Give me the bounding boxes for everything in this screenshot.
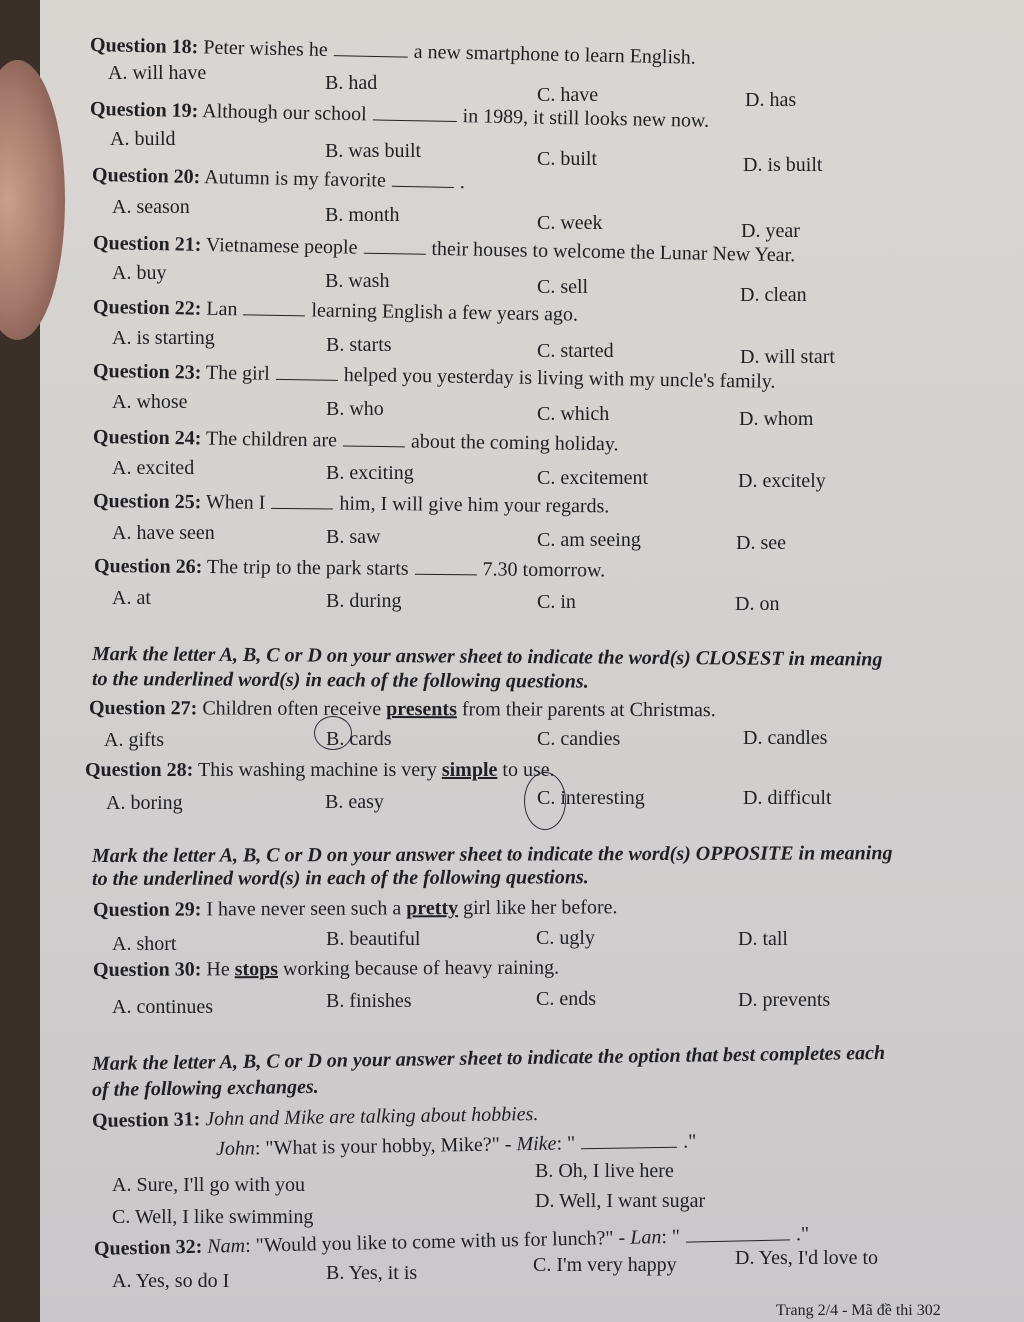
- q23-option-a[interactable]: A. whose: [112, 391, 188, 413]
- q32-option-a[interactable]: A. Yes, so do I: [112, 1270, 230, 1292]
- q31-option-d[interactable]: D. Well, I want sugar: [535, 1190, 706, 1212]
- q32-option-d[interactable]: D. Yes, I'd love to: [735, 1247, 879, 1269]
- instruction-exchanges-line2: of the following exchanges.: [91, 1075, 319, 1101]
- question-21: Question 21: Vietnamese people their houses to welcome the Lunar New Year.: [92, 232, 796, 267]
- q22-option-b[interactable]: B. starts: [326, 334, 392, 356]
- q30-underlined-word: stops: [234, 958, 279, 981]
- q26-option-a[interactable]: A. at: [112, 587, 151, 609]
- q18-option-a[interactable]: A. will have: [108, 62, 207, 84]
- q30-option-a[interactable]: A. continues: [112, 996, 214, 1018]
- q31-option-b[interactable]: B. Oh, I live here: [535, 1160, 674, 1182]
- q21-option-a[interactable]: A. buy: [112, 262, 167, 284]
- q23-option-b[interactable]: B. who: [326, 398, 384, 420]
- question-26: Question 26: The trip to the park starts 7.30 tomorrow.: [93, 555, 606, 582]
- question-20: Question 20: Autumn is my favorite .: [91, 164, 466, 194]
- q22-option-a[interactable]: A. is starting: [112, 327, 215, 349]
- q19-option-a[interactable]: A. build: [110, 128, 176, 150]
- question-18: Question 18: Peter wishes he a new smartphone to learn English.: [89, 34, 697, 69]
- question-32: Question 32: Nam: "Would you like to come with us for lunch?" - Lan: " .": [93, 1223, 810, 1260]
- q25-option-b[interactable]: B. saw: [326, 526, 381, 548]
- q27-option-c[interactable]: C. candies: [537, 728, 621, 750]
- instruction-opposite-line1: Mark the letter A, B, C or D on your answer sheet to indicate the word(s) OPPOSITE in meaning: [91, 842, 893, 867]
- q21-option-b[interactable]: B. wash: [325, 270, 390, 292]
- q32-option-c[interactable]: C. I'm very happy: [533, 1254, 677, 1276]
- q22-option-d[interactable]: D. will start: [740, 346, 835, 368]
- question-29: Question 29: I have never seen such a pretty girl like her before.: [92, 896, 618, 921]
- q26-option-b[interactable]: B. during: [326, 590, 402, 612]
- q21-option-d[interactable]: D. clean: [740, 284, 807, 306]
- question-23: Question 23: The girl helped you yesterday is living with my uncle's family.: [92, 360, 776, 393]
- q25-option-d[interactable]: D. see: [736, 532, 786, 554]
- q26-option-c[interactable]: C. in: [537, 591, 576, 613]
- question-28: Question 28: This washing machine is very simple to use.: [85, 759, 555, 781]
- q30-option-d[interactable]: D. prevents: [738, 989, 831, 1011]
- question-22: Question 22: Lan learning English a few years ago.: [92, 296, 579, 326]
- q27-option-b[interactable]: B. cards: [326, 728, 392, 750]
- q21-option-c[interactable]: C. sell: [537, 276, 589, 298]
- q30-option-b[interactable]: B. finishes: [326, 990, 412, 1012]
- question-31-dialogue: John: "What is your hobby, Mike?" - Mike: " .": [215, 1130, 697, 1160]
- instruction-opposite-line2: to the underlined word(s) in each of the following questions.: [91, 866, 589, 890]
- q28-option-a[interactable]: A. boring: [106, 792, 183, 814]
- question-24: Question 24: The children are about the coming holiday.: [92, 426, 619, 456]
- q23-option-d[interactable]: D. whom: [739, 408, 814, 430]
- q20-option-a[interactable]: A. season: [112, 196, 190, 218]
- q24-option-b[interactable]: B. exciting: [326, 462, 414, 484]
- q19-option-b[interactable]: B. was built: [325, 140, 422, 162]
- q27-option-d[interactable]: D. candles: [743, 727, 828, 749]
- q26-option-d[interactable]: D. on: [735, 593, 780, 615]
- q28-underlined-word: simple: [441, 759, 498, 781]
- q25-option-a[interactable]: A. have seen: [112, 522, 215, 544]
- q28-option-b[interactable]: B. easy: [325, 791, 384, 813]
- q31-option-a[interactable]: A. Sure, I'll go with you: [112, 1174, 306, 1196]
- q24-option-a[interactable]: A. excited: [112, 457, 195, 479]
- q19-option-d[interactable]: D. is built: [743, 154, 823, 176]
- q32-option-b[interactable]: B. Yes, it is: [326, 1262, 418, 1284]
- q18-option-c[interactable]: C. have: [537, 84, 599, 106]
- q19-option-c[interactable]: C. built: [537, 148, 598, 170]
- page-footer: Trang 2/4 - Mã đề thi 302: [776, 1302, 941, 1319]
- q18-option-d[interactable]: D. has: [745, 89, 797, 111]
- question-19: Question 19: Although our school in 1989, it still looks new now.: [89, 98, 710, 132]
- instruction-exchanges-line1: Mark the letter A, B, C or D on your answer sheet to indicate the option that best completes each: [91, 1041, 886, 1075]
- q18-option-b[interactable]: B. had: [325, 72, 378, 94]
- instruction-closest-line2: to the underlined word(s) in each of the following questions.: [91, 668, 589, 693]
- instruction-closest-line1: Mark the letter A, B, C or D on your answer sheet to indicate the word(s) CLOSEST in meaning: [91, 643, 883, 671]
- q31-option-c[interactable]: C. Well, I like swimming: [112, 1206, 314, 1228]
- q28-option-d[interactable]: D. difficult: [743, 787, 832, 809]
- q20-option-c[interactable]: C. week: [537, 212, 603, 234]
- pen-circle-mark: [524, 772, 566, 830]
- q29-option-d[interactable]: D. tall: [738, 928, 788, 950]
- q27-underlined-word: presents: [386, 698, 457, 721]
- q24-option-c[interactable]: C. excitement: [537, 467, 649, 489]
- pen-circle-mark: [314, 716, 352, 750]
- q22-option-c[interactable]: C. started: [537, 340, 614, 362]
- q29-option-b[interactable]: B. beautiful: [326, 928, 421, 950]
- q20-option-d[interactable]: D. year: [741, 220, 800, 242]
- q30-option-c[interactable]: C. ends: [536, 988, 596, 1010]
- question-30: Question 30: He stops working because of heavy raining.: [92, 956, 560, 981]
- q20-option-b[interactable]: B. month: [325, 204, 400, 226]
- q24-option-d[interactable]: D. excitely: [738, 470, 826, 492]
- q29-option-a[interactable]: A. short: [112, 933, 177, 955]
- q29-underlined-word: pretty: [406, 897, 459, 920]
- q25-option-c[interactable]: C. am seeing: [537, 529, 641, 551]
- q27-option-a[interactable]: A. gifts: [104, 729, 164, 751]
- q29-option-c[interactable]: C. ugly: [536, 927, 595, 949]
- question-25: Question 25: When I him, I will give him your regards.: [92, 490, 610, 518]
- q23-option-c[interactable]: C. which: [537, 403, 610, 425]
- q28-option-c[interactable]: C. interesting: [537, 787, 645, 809]
- question-27: Question 27: Children often receive presents from their parents at Christmas.: [88, 697, 716, 722]
- question-31: Question 31: John and Mike are talking about hobbies.: [91, 1102, 539, 1132]
